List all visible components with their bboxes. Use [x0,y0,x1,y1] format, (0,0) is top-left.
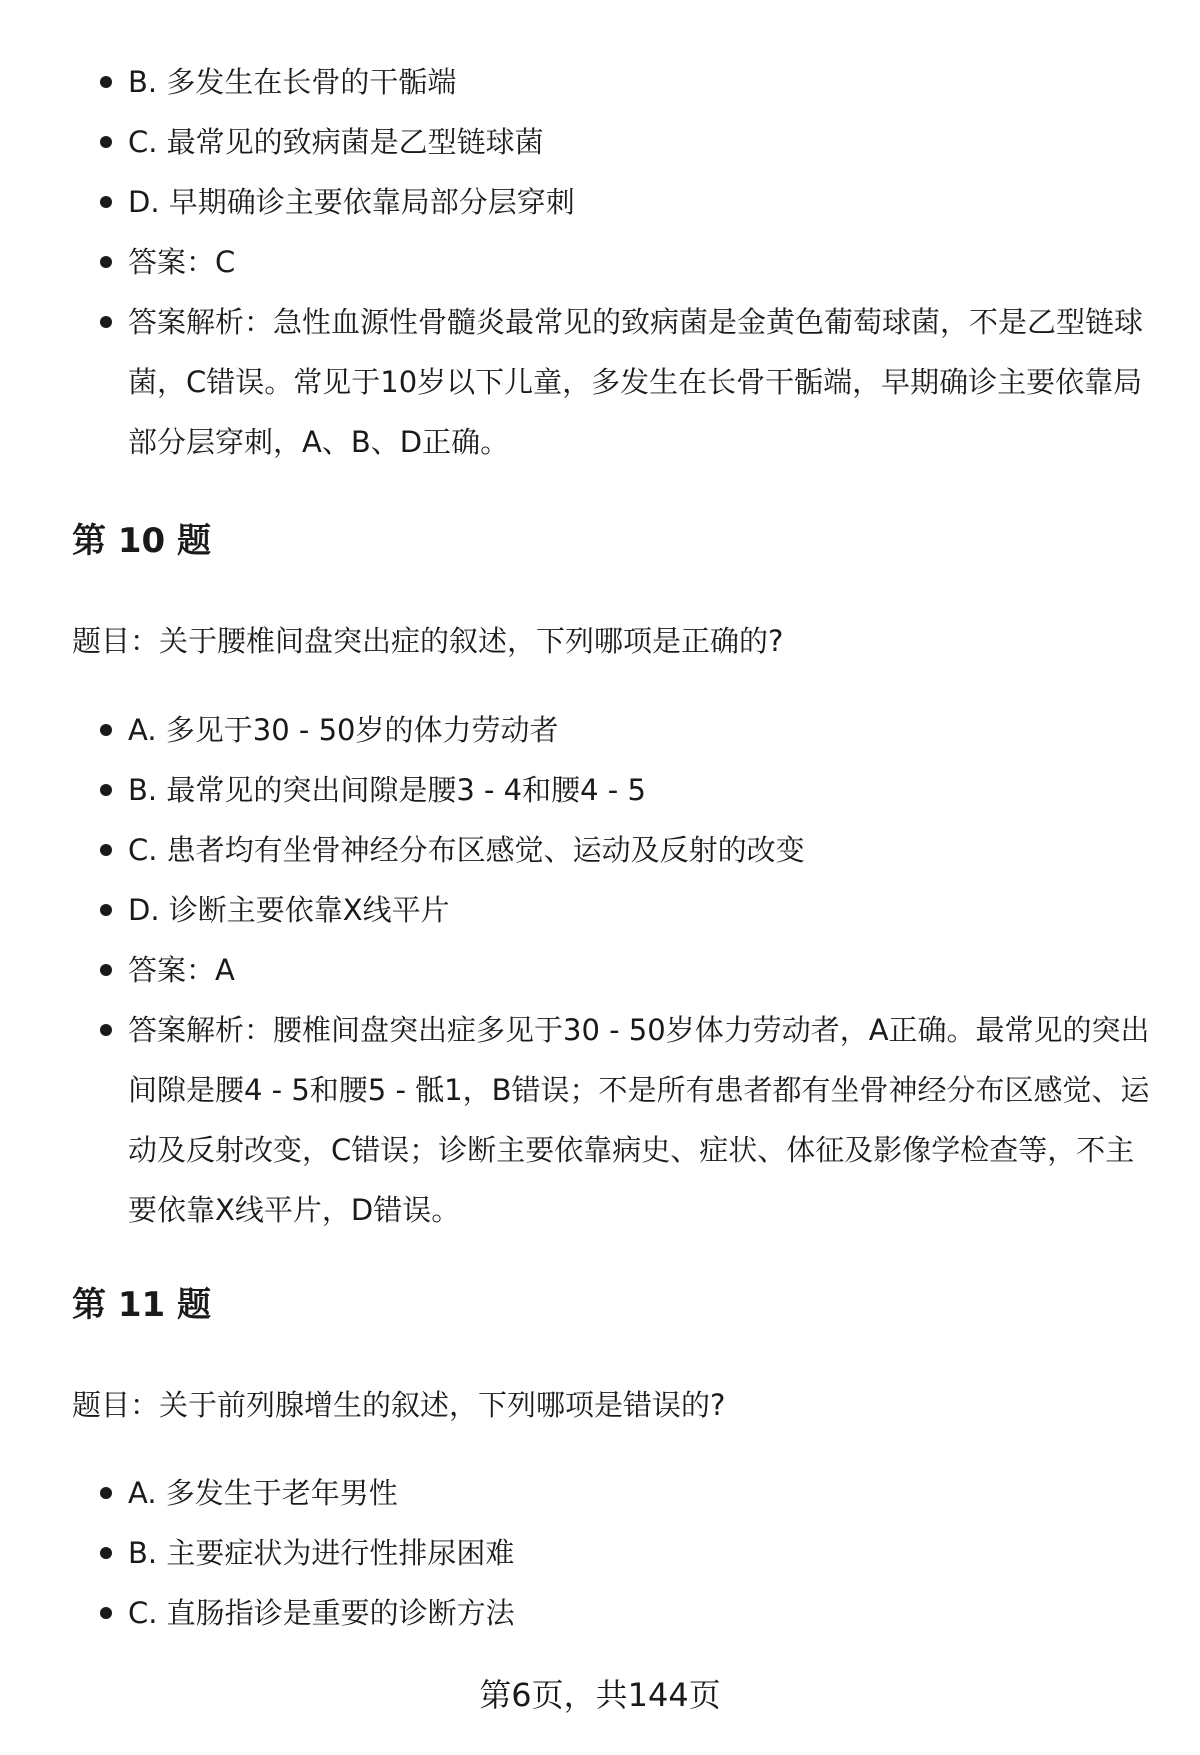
list-item: B. 最常见的突出间隙是腰3 - 4和腰4 - 5 [72,760,1152,820]
bullet-icon [100,784,112,796]
bullet-icon [100,964,112,976]
bullet-icon [100,904,112,916]
bullet-icon [100,844,112,856]
bullet-icon [100,136,112,148]
list-item: C. 最常见的致病菌是乙型链球菌 [72,112,1152,172]
question-11-heading: 第 11 题 [72,1285,211,1325]
bullet-icon [100,316,112,328]
bullet-icon [100,76,112,88]
list-item: D. 早期确诊主要依靠局部分层穿刺 [72,172,1152,232]
answer-item: 答案：A [72,940,1152,1000]
question-10-stem: 题目：关于腰椎间盘突出症的叙述，下列哪项是正确的? [72,624,784,658]
question-11-options [72,1463,1152,1643]
list-item: D. 诊断主要依靠X线平片 [72,880,1152,940]
list-item: C. 患者均有坐骨神经分布区感觉、运动及反射的改变 [72,820,1152,880]
question-10-options [72,700,1152,1240]
list-item: A. 多发生于老年男性 [72,1463,1152,1523]
bullet-icon [100,1487,112,1499]
list-item: B. 多发生在长骨的干骺端 [72,52,1152,112]
bullet-icon [100,724,112,736]
bullet-icon [100,256,112,268]
question-9-options [72,52,1152,472]
explanation-item: 答案解析：腰椎间盘突出症多见于30 - 50岁体力劳动者，A正确。最常见的突出间隙是腰4 - 5和腰5 - 骶1，B错误；不是所有患者都有坐骨神经分布区感觉、运动及反射改变，C错误；诊断主要依靠病史、症状、体征及影像学检查等，不主要依靠X线平片，D错误。 [72,1000,1152,1240]
question-11-stem: 题目：关于前列腺增生的叙述，下列哪项是错误的? [72,1388,726,1422]
bullet-icon [100,1024,112,1036]
bullet-icon [100,1547,112,1559]
answer-item: 答案：C [72,232,1152,292]
explanation-item: 答案解析：急性血源性骨髓炎最常见的致病菌是金黄色葡萄球菌，不是乙型链球菌，C错误。常见于10岁以下儿童，多发生在长骨干骺端，早期确诊主要依靠局部分层穿刺，A、B、D正确。 [72,292,1152,472]
bullet-icon [100,196,112,208]
question-10-heading: 第 10 题 [72,521,211,561]
list-item: A. 多见于30 - 50岁的体力劳动者 [72,700,1152,760]
bullet-icon [100,1607,112,1619]
list-item: B. 主要症状为进行性排尿困难 [72,1523,1152,1583]
list-item: C. 直肠指诊是重要的诊断方法 [72,1583,1152,1643]
page-number-footer: 第6页，共144页 [479,1676,721,1714]
